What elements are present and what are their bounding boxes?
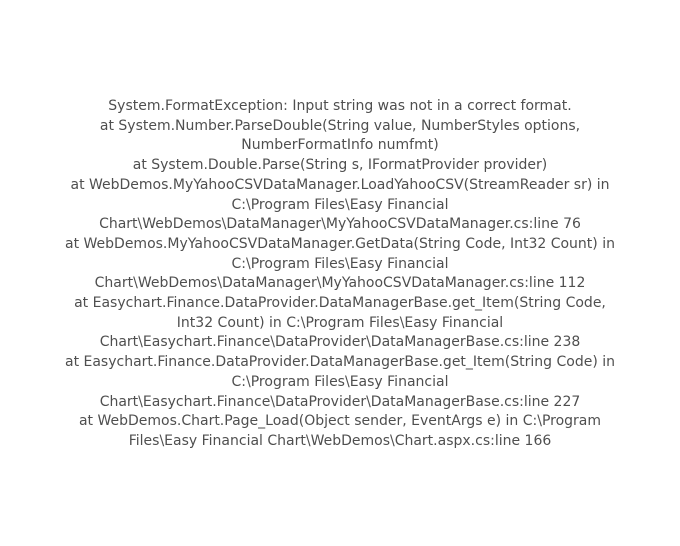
stacktrace-line: Int32 Count) in C:\Program Files\Easy Financial: [176, 314, 504, 331]
stacktrace-line: C:\Program Files\Easy Financial: [231, 373, 449, 390]
exception-stack-trace: [0, 97, 680, 452]
stacktrace-line: Chart\Easychart.Finance\DataProvider\DataManagerBase.cs:line 227: [99, 393, 581, 410]
stacktrace-line: at WebDemos.Chart.Page_Load(Object sender, EventArgs e) in C:\Program: [78, 413, 602, 430]
stacktrace-line: Chart\WebDemos\DataManager\MyYahooCSVDataManager.cs:line 76: [99, 216, 581, 233]
stacktrace-line: at System.Double.Parse(String s, IFormatProvider provider): [132, 157, 548, 174]
stacktrace-line: at Easychart.Finance.DataProvider.DataManagerBase.get_Item(String Code,: [74, 295, 606, 312]
stacktrace-line: Chart\Easychart.Finance\DataProvider\DataManagerBase.cs:line 238: [99, 334, 581, 351]
stacktrace-line: C:\Program Files\Easy Financial: [231, 255, 449, 272]
stacktrace-line: Chart\WebDemos\DataManager\MyYahooCSVDataManager.cs:line 112: [94, 275, 586, 292]
stacktrace-line: NumberFormatInfo numfmt): [241, 137, 439, 154]
stacktrace-line: at WebDemos.MyYahooCSVDataManager.GetData(String Code, Int32 Count) in: [65, 235, 615, 252]
stacktrace-line: at WebDemos.MyYahooCSVDataManager.LoadYahooCSV(StreamReader sr) in: [70, 176, 610, 193]
stacktrace-line: Files\Easy Financial Chart\WebDemos\Chart.aspx.cs:line 166: [128, 432, 552, 449]
stacktrace-line: C:\Program Files\Easy Financial: [231, 196, 449, 213]
stacktrace-line: at Easychart.Finance.DataProvider.DataManagerBase.get_Item(String Code) in: [64, 354, 615, 371]
stacktrace-line: at System.Number.ParseDouble(String value, NumberStyles options,: [99, 117, 581, 134]
exception-message-line: System.FormatException: Input string was not in a correct format.: [108, 98, 572, 114]
